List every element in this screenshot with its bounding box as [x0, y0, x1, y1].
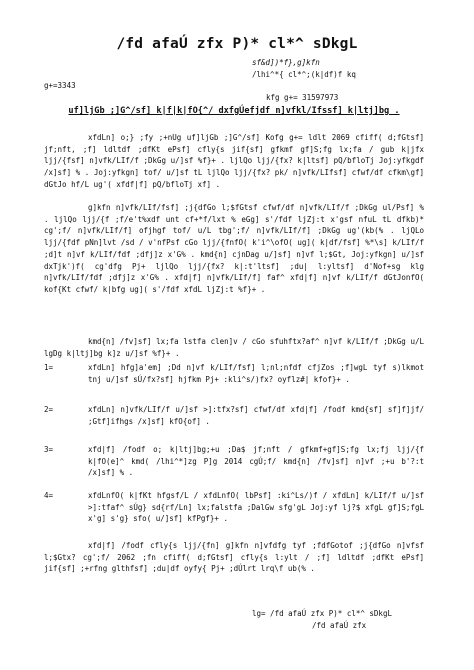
body-paragraph-2: g]kfn n]vfk/LIf/fsf] ;j{dfGo l;$fGtsf cfwf/df n]vfk/LIf/f ;DkGg ul/Psf] % . ljlQo ljj/{f ;f/e't%xdf unt cf+*f/lxt % eGg] s'/fdf ljZj:t x'gsf nfuL tL dfkb)* cg';f/ n]vfk/LIf/f] ofjhgf tof/ u/L tbg';f/ n]vfk/LIf/f] ;DkGg ug'(kb(% . ljQLo ljj/{fdf pNn]lvt /sd / v'nfPsf cGo ljj/{fnfO( k'i^\ofO( ug]( k|df/fsf] %*\s] k/LIf/f ;d]t n]vf k/LIf/fdf ;dfj]z x'G% . kmd{n] cjnDag u/]sf] n]vf l;$Gt, Joj:yfkgn] u/]sf dxTjk')f( cg'dfg Pj+ ljlQo ljj/{fx? k|:t'ltsf] ;du| l:yltsf] d'Nof+sg klg n]vfk/LIf/fdf ;dfj]z x'G% . xfd|f] n]vfk/LIf/f] faf^ xfd|f] n]vf k/LIf/f dGtJonfO( kof{Kt cfwf/ k|bfg ug]( s'/fdf xfdL ljZj:t %f}+ . [44, 203, 424, 294]
signature-line-1: lg= /fd afaÚ zfx P)* cl*^ sDkgL [252, 609, 392, 618]
list-item-text: xfdLn] hfg]a'em] ;Dd n]vf k/LIf/fsf] l;nl;nfdf cfjZos ;f]wgL tyf s)lkmot tnj u/]sf sÚ/fx?sf] hjfkm Pj+ :kli^s/)fx? oyflz#| kfof}+ . [88, 363, 424, 384]
list-item-text: xfd|f] /fodf o; k|ltj]bg;+u ;Da$ jf;nft / gfkmf+gf]S;fg lx;fj ljj/{f k|fO(e]^ kmd( /lhi^*]zg P]g 2014 cgÚ;f/ kmd{n] /fv]sf] n]vf ;+u b'?:t /x]sf] % . [88, 445, 424, 478]
list-item-4 [44, 490, 424, 525]
subheader-line-3: g+=3343 [44, 81, 76, 90]
list-item-number: 1= [44, 363, 54, 372]
body-paragraph-3: kmd{n] /fv]sf] lx;fa lstfa clen]v / cGo sfuhftx?af^ n]vf k/LIf/f ;DkGg u/L lgDg k|ltj]bg k]z u/]sf %f}+ . [44, 337, 424, 358]
list-item-number: 3= [44, 445, 54, 454]
report-heading: uf]ljGb ;]G^/sf] k|f|k|fO{^/ dxfgÚefjdf n]vfkl/Ifssf] k|ltj]bg . [68, 106, 400, 116]
subheader-line-4: kfg g+= 31597973 [266, 93, 339, 102]
list-item-number: 4= [44, 491, 54, 500]
list-item-number: 2= [44, 405, 54, 414]
page-title: /fd afaÚ zfx P)* cl*^ sDkgL [116, 36, 358, 52]
list-item-2 [44, 404, 424, 427]
closing-paragraph: xfd|f] /fodf cfly{s ljj/{fn] g]kfn n]vfdfg tyf ;fdfGotof ;j{dfGo n]vfsf l;$Gtx? cg';f/ 2062 ;fn cfiff( d;fGtsf] cfly{s l:ylt / ;f] ldltdf ;dfKt ePsf] jif{sf] ;+rfng glthfsf] ;du|df oyfy{ Pj+ ;dÚlrt lrq\f ub(% . [44, 541, 424, 574]
list-item-3 [44, 444, 424, 479]
signature-line-2: /fd afaÚ zfx [312, 621, 367, 630]
list-item-text: xfdLn] n]vfk/LIf/f u/]sf >]:tfx?sf] cfwf/df xfd|f] /fodf kmd{sf] sf]f]jf/ ;Gtf]ifhgs /x]sf] kfO{of] . [88, 405, 424, 426]
subheader-line-1: sf&d])*f},g]kfn [252, 58, 320, 67]
subheader-line-2: /lhi^*{ cl*^;(k|df)f kq [252, 70, 356, 79]
list-item-text: xfdLnfO( k|fKt hfgsf/L / xfdLnfO( lbPsf] :ki^Ls/)f / xfdLn] k/LIf/f u/]sf >]:tfaf^ sÚg} sd{rf/Ln] lx;falstfa ;DalGw sfg'gL Joj:yf lj?$ xfgL gf]S;fgL x'g] s'g} sfo( u/]sf] kfPgf}+ . [88, 491, 424, 524]
list-item-1 [44, 362, 424, 385]
body-paragraph-1: xfdLn] o;} ;fy ;+nUg uf]ljGb ;]G^/sf] Kofg g+= ldlt 2069 cfiff( d;fGtsf] jf;nft, ;f] ldltdf ;dfKt ePsf] cfly{s jif{sf] gfkmf gf]S;fg lx;fa / gub k|jfx ljj/{fsf] n]vfk/LIf/f ;DkGg u/]sf %f}+ . ljlQo ljj/{fx? k|ltsf] pQ/bfloTj Joj:yfkgdf /x]sf] % . Joj:yfkgn] tof/ u/]sf tL ljlQo ljj/{fx? pk/ n]vfk/LIfsf] cfwf/df cfkm\gf] dGtJo hf/L ug'( xfdf|f] pQ/bfloTj xf] . [44, 133, 424, 189]
